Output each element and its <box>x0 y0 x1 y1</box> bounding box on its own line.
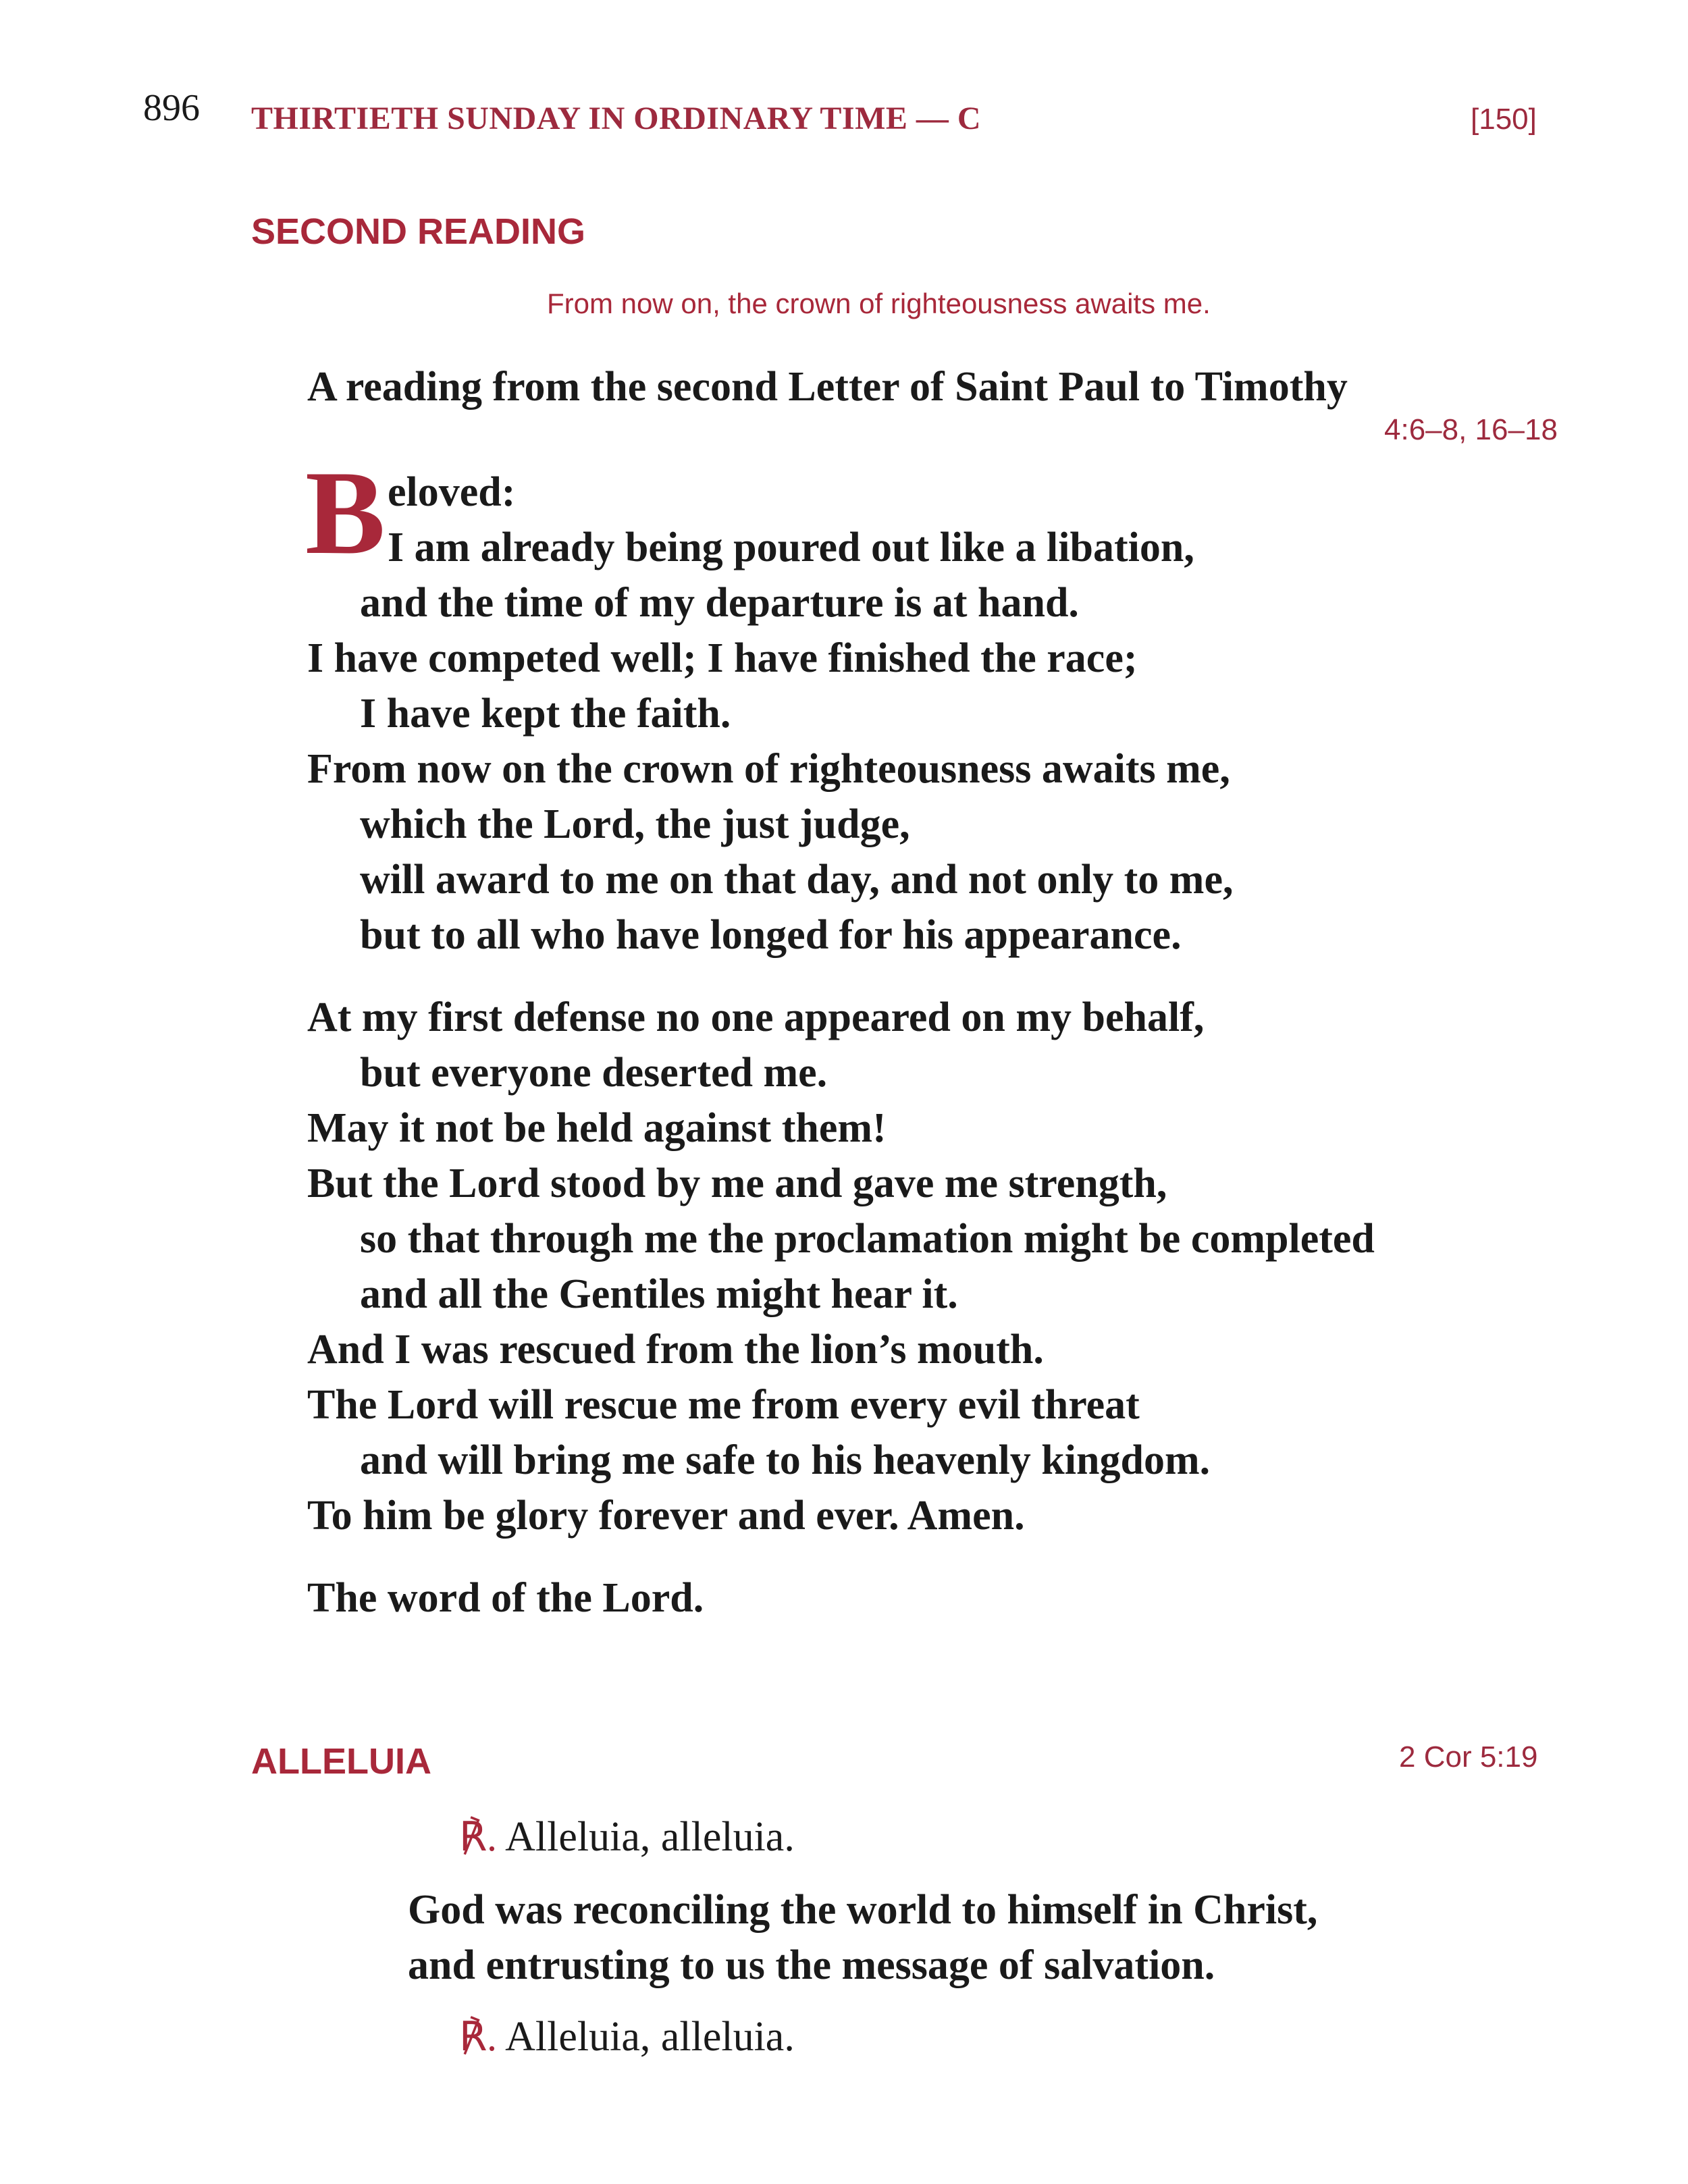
reading-line: I am already being poured out like a libation, <box>388 525 1194 570</box>
reading-line: and all the Gentiles might hear it. <box>360 1271 958 1317</box>
reading-line: but everyone deserted me. <box>360 1050 828 1096</box>
reading-citation: 4:6–8, 16–18 <box>1384 413 1558 446</box>
reading-intro: A reading from the second Letter of Saint Paul to Timothy <box>307 364 1348 410</box>
reading-line: I have competed well; I have finished the race; <box>307 635 1138 681</box>
lectionary-number: [150] <box>1471 103 1537 136</box>
response-symbol: ℟. <box>459 2015 498 2059</box>
reading-line: The Lord will rescue me from every evil threat <box>307 1382 1140 1428</box>
alleluia-citation: 2 Cor 5:19 <box>1399 1740 1538 1774</box>
reading-line: At my first defense no one appeared on my behalf, <box>307 994 1205 1040</box>
reading-line: From now on the crown of righteousness awaits me, <box>307 746 1230 792</box>
reading-line: To him be glory forever and ever. Amen. <box>307 1493 1025 1539</box>
reading-line: so that through me the proclamation might be completed <box>360 1216 1375 1262</box>
reading-line: And I was rescued from the lion’s mouth. <box>307 1327 1044 1373</box>
running-head: THIRTIETH SUNDAY IN ORDINARY TIME — C <box>251 101 982 136</box>
alleluia-title: ALLELUIA <box>251 1741 431 1782</box>
response-line <box>459 1816 795 1858</box>
response-text: Alleluia, alleluia. <box>505 2014 795 2060</box>
reading-line: eloved: <box>388 469 516 515</box>
response-line <box>459 2016 795 2058</box>
reading-line: But the Lord stood by me and gave me strength, <box>307 1161 1167 1206</box>
drop-cap: B <box>305 446 386 579</box>
page-number: 896 <box>143 87 200 129</box>
alleluia-verse-line: God was reconciling the world to himself in Christ, <box>408 1887 1318 1933</box>
reading-line: which the Lord, the just judge, <box>360 801 910 847</box>
word-of-the-lord: The word of the Lord. <box>307 1575 704 1621</box>
reading-line: May it not be held against them! <box>307 1105 887 1151</box>
reading-line: will award to me on that day, and not only to me, <box>360 857 1234 903</box>
alleluia-verse-line: and entrusting to us the message of salvation. <box>408 1942 1215 1988</box>
reading-theme: From now on, the crown of righteousness awaits me. <box>547 288 1211 319</box>
reading-line: I have kept the faith. <box>360 691 731 737</box>
reading-line: but to all who have longed for his appearance. <box>360 912 1182 958</box>
reading-line: and the time of my departure is at hand. <box>360 580 1079 626</box>
response-symbol: ℟. <box>459 1815 498 1859</box>
second-reading-title: SECOND READING <box>251 211 586 252</box>
reading-line: and will bring me safe to his heavenly kingdom. <box>360 1437 1211 1483</box>
response-text: Alleluia, alleluia. <box>505 1814 795 1860</box>
